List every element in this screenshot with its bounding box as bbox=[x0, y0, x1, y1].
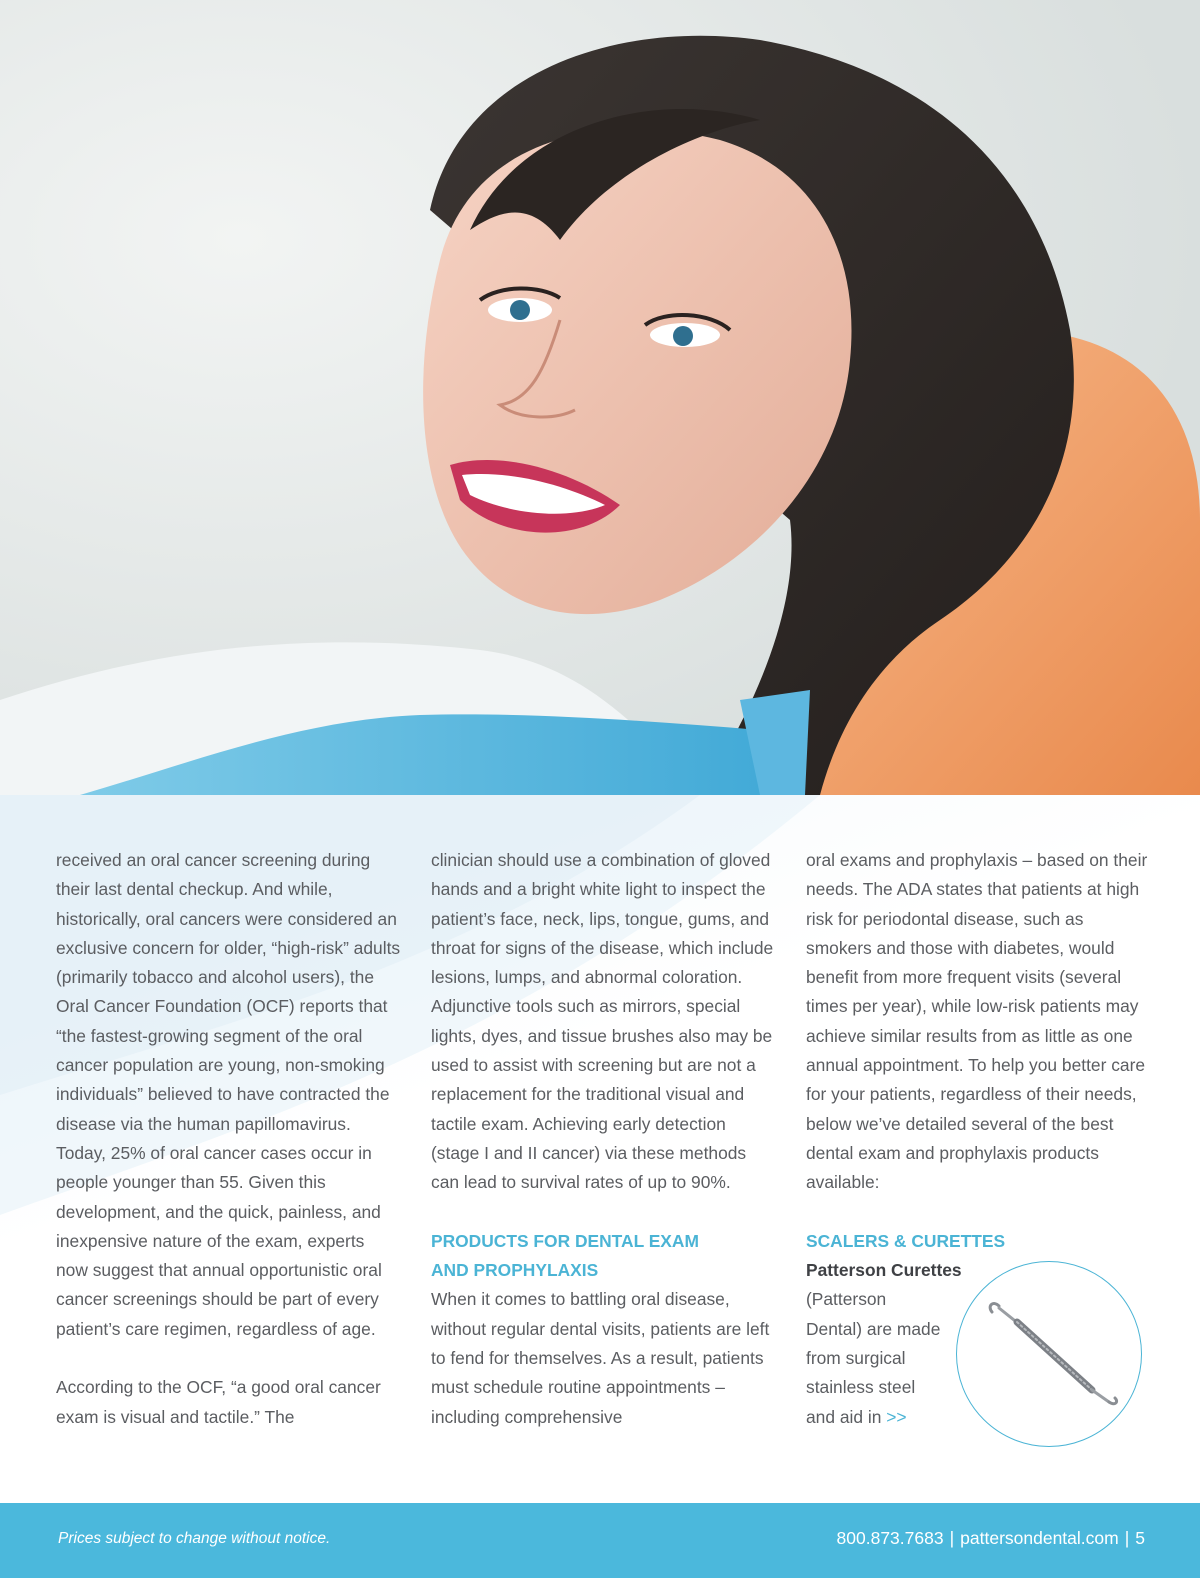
footer-contact bbox=[837, 1528, 1145, 1549]
column2-paragraph-2: When it comes to battling oral disease, without regular dental visits, patients are left to fend for themselves. As a result, patients must schedule routine appointments – including comprehensive bbox=[431, 1289, 770, 1427]
text-column-1 bbox=[56, 846, 401, 1432]
product-image-circle bbox=[956, 1261, 1142, 1447]
footer-phone[interactable]: 800.873.7683 bbox=[836, 1528, 944, 1548]
product-description bbox=[806, 1285, 941, 1431]
footer-disclaimer: Prices subject to change without notice. bbox=[58, 1530, 331, 1547]
text-column-2 bbox=[431, 846, 776, 1432]
footer-separator-2: | bbox=[1124, 1528, 1130, 1548]
page-number: 5 bbox=[1135, 1528, 1145, 1548]
read-more-link[interactable]: >> bbox=[886, 1406, 907, 1427]
column1-paragraph-1: received an oral cancer screening during their last dental checkup. And while, historically, oral cancers were considered an exclusive concern for older, “high-risk” adults (primarily tobacco and alcohol users), the Oral Cancer Foundation (OCF) reports that “the fastest-growing segment of the oral cancer population are young, non-smoking individuals” believed to have contracted the disease via the human papillomavirus. Today, 25% of oral cancer cases occur in people younger than 55. Given this development, and the quick, painless, and inexpensive nature of the exam, experts now suggest that annual opportunistic oral cancer screenings should be part of every patient’s care regimen, regardless of age. bbox=[56, 850, 401, 1339]
column2-paragraph-1: clinician should use a combination of gloved hands and a bright white light to inspect the patient’s face, neck, lips, tongue, gums, and throat for signs of the disease, which include lesions, lumps, and abnormal coloration. Adjunctive tools such as mirrors, special lights, dyes, and tissue brushes also may be used to assist with screening but are not a replacement for the traditional visual and tactile exam. Achieving early detection (stage I and II cancer) via these methods can lead to survival rates of up to 90%. bbox=[431, 850, 774, 1193]
section-heading-products-line2: AND PROPHYLAXIS bbox=[431, 1260, 599, 1281]
column3-paragraph-1: oral exams and prophylaxis – based on their needs. The ADA states that patients at high risk for periodontal disease, such as smokers and those with diabetes, would benefit from more frequent visits (several times per year), while low-risk patients may achieve similar results from as little as one annual appointment. To help you better care for your patients, regardless of their needs, below we’ve detailed several of the best dental exam and prophylaxis products available: bbox=[806, 850, 1148, 1193]
footer-separator-1: | bbox=[949, 1528, 955, 1548]
column1-paragraph-2: According to the OCF, “a good oral cancer exam is visual and tactile.” The bbox=[56, 1377, 381, 1427]
product-description-text: (Patterson Dental) are made from surgical stainless steel and aid in bbox=[806, 1289, 941, 1427]
curette-instrument-icon bbox=[957, 1262, 1142, 1447]
section-heading-products-line1: PRODUCTS FOR DENTAL EXAM bbox=[431, 1230, 699, 1251]
section-heading-scalers: SCALERS & CURETTES bbox=[806, 1230, 1006, 1251]
footer-website[interactable]: pattersondental.com bbox=[960, 1528, 1119, 1548]
footer-bar bbox=[0, 1503, 1200, 1578]
product-name: Patterson Curettes bbox=[806, 1260, 962, 1281]
